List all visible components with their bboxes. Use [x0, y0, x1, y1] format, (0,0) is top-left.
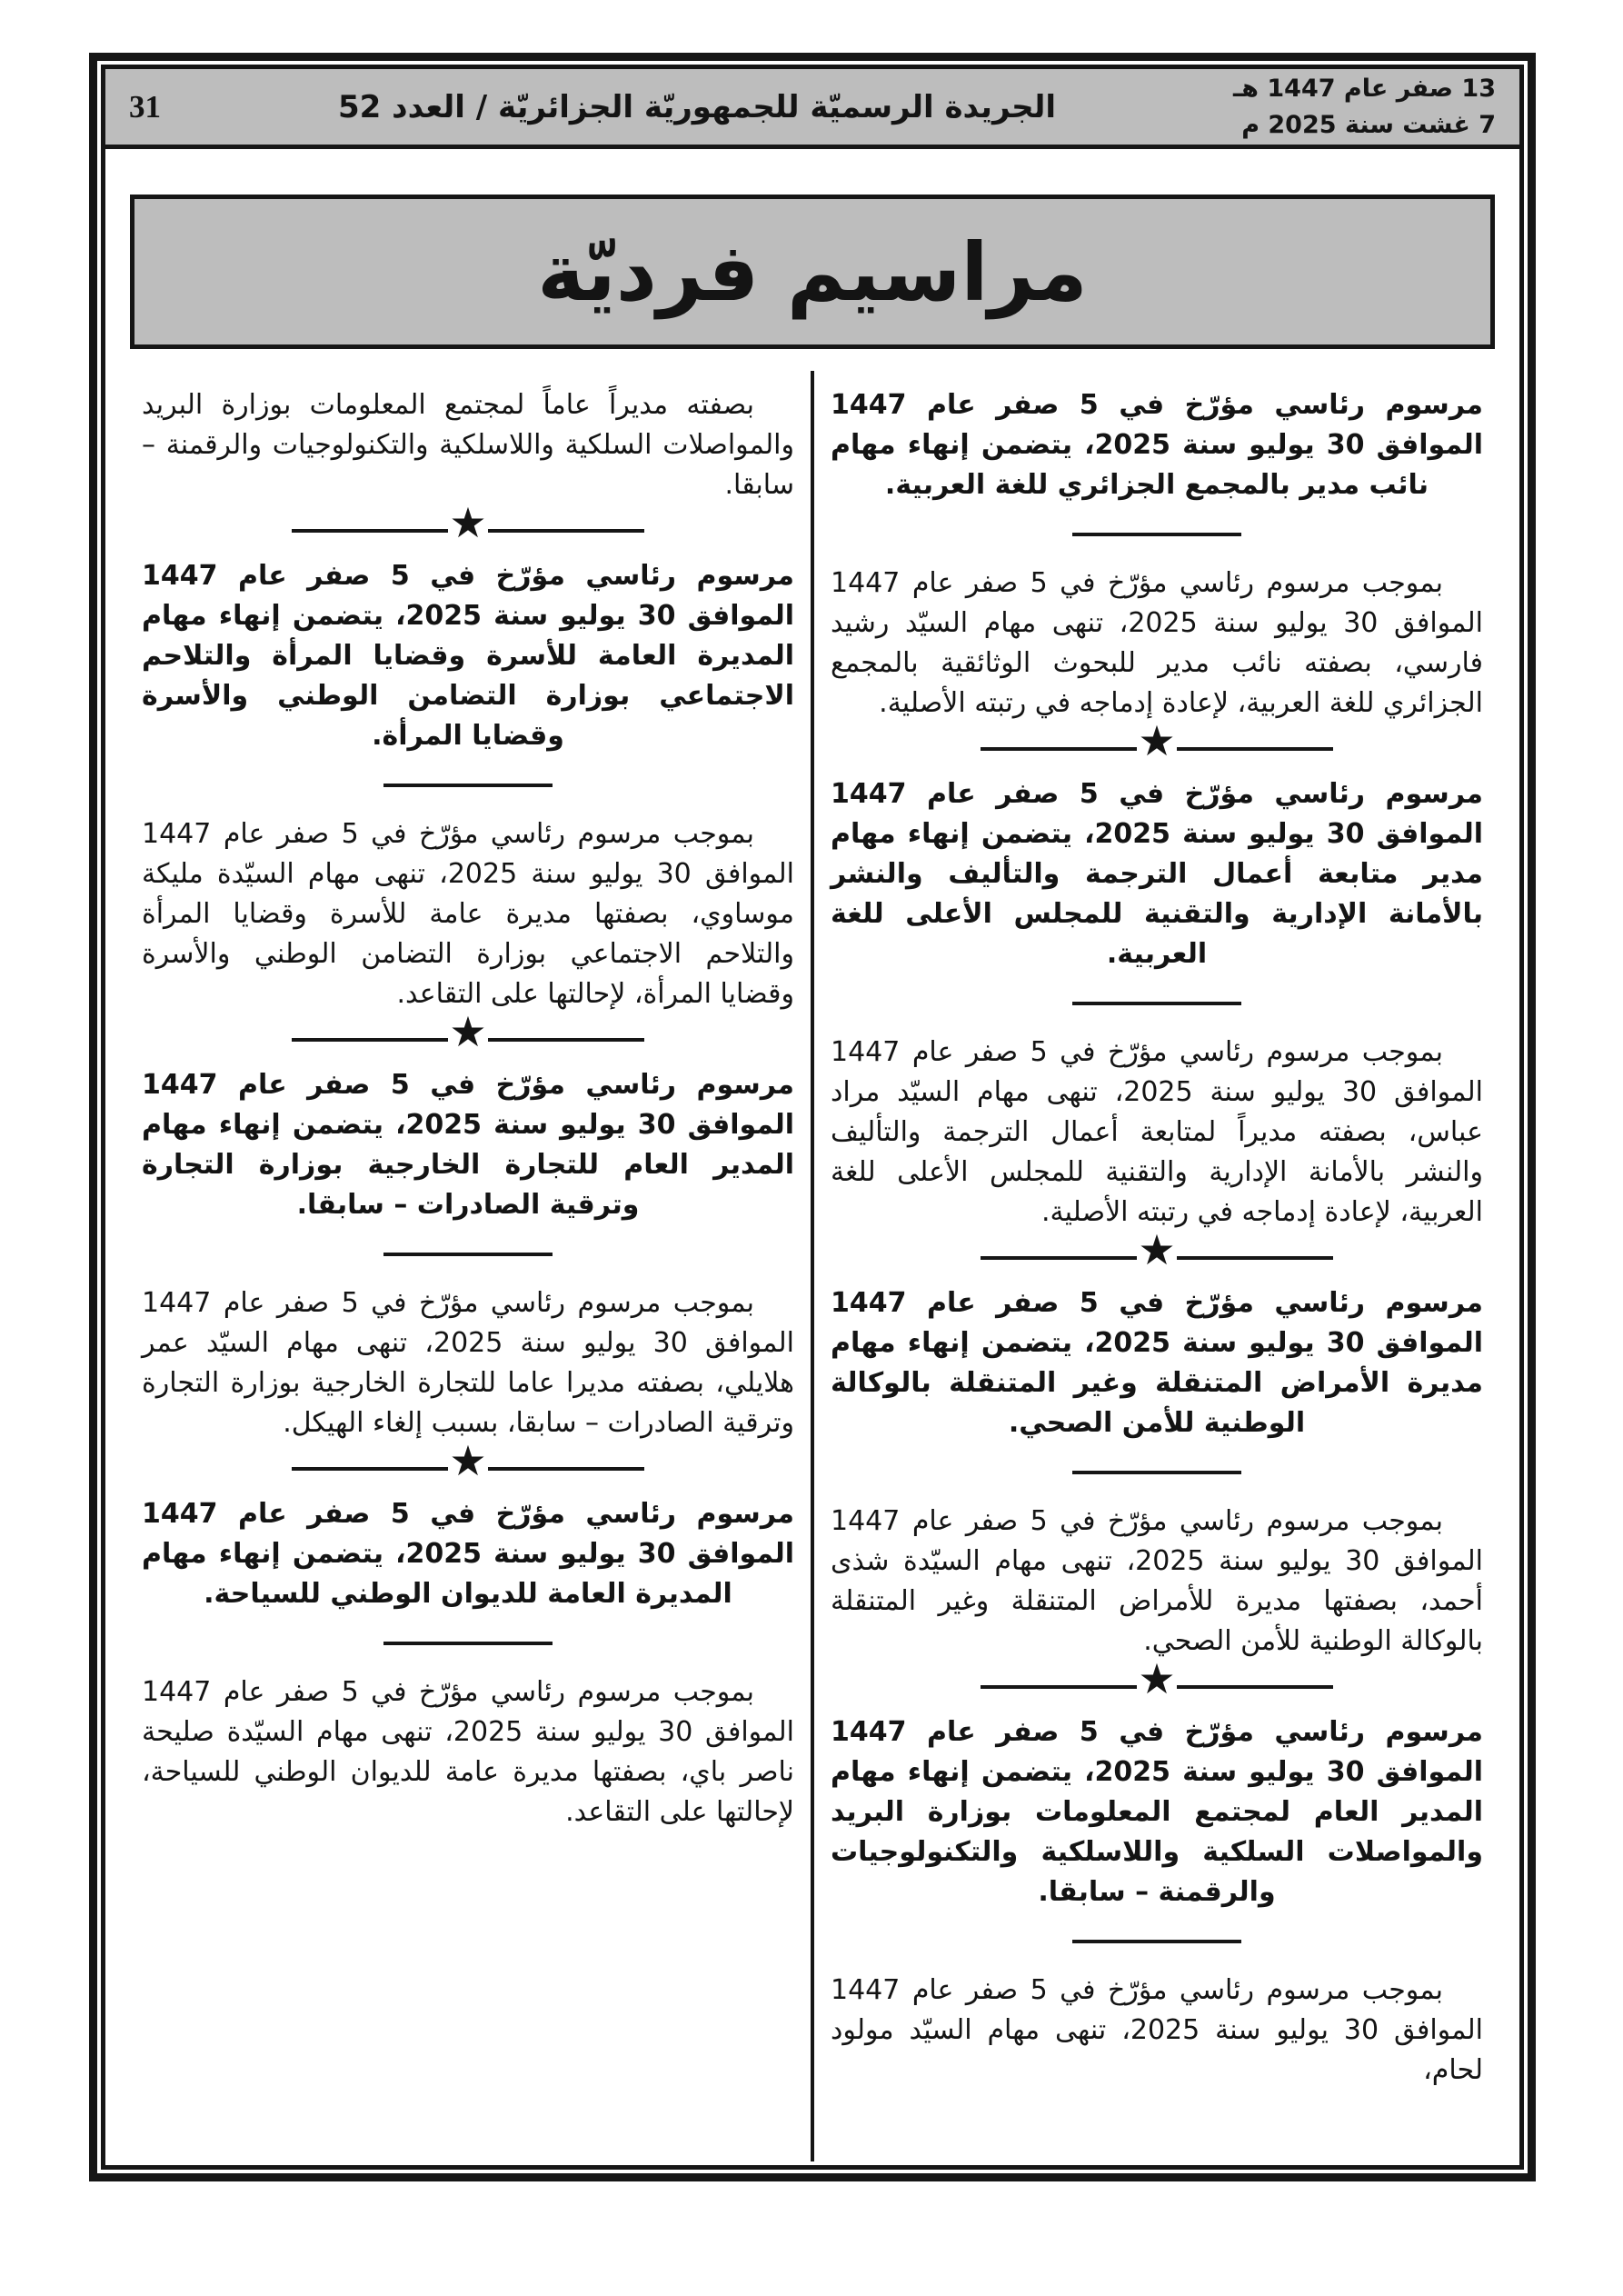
decree-heading: مرسوم رئاسي مؤرّخ في 5 صفر عام 1447 الموافق 30 يوليو سنة 2025، يتضمن إنهاء مهام المديرة العامة للأسرة وقضايا المرأة والتلاحم الاجتماعي بوزارة التضامن الوطني والأسرة وقضايا المرأة. — [142, 560, 795, 752]
decree-paragraph: بموجب مرسوم رئاسي مؤرّخ في 5 صفر عام 1447 الموافق 30 يوليو سنة 2025، تنهى مهام السيّد مولود لحام، — [831, 1974, 1483, 2086]
separator-line-segment — [1177, 1256, 1333, 1260]
journal-title: الجريدة الرسميّة للجمهوريّة الجزائريّة / العدد 52 — [338, 88, 1057, 125]
separator-line-segment — [981, 1685, 1137, 1689]
decree-heading: مرسوم رئاسي مؤرّخ في 5 صفر عام 1447 الموافق 30 يوليو سنة 2025، يتضمن إنهاء مهام المدير العام لمجتمع المعلومات بوزارة البريد والمواصلات السلكية واللاسلكية والتكنولوجيات والرقمنة – سابقا. — [831, 1716, 1484, 1908]
gregorian-date: 7 غشت سنة 2025 م — [1241, 110, 1496, 139]
separator-star: ★ — [981, 747, 1333, 751]
hijri-date: 13 صفر عام 1447 هـ — [1233, 75, 1496, 104]
decree-paragraph: بموجب مرسوم رئاسي مؤرّخ في 5 صفر عام 1447 الموافق 30 يوليو سنة 2025، تنهى مهام السيّد مراد عباس، بصفته مديراً لمتابعة أعمال الترجمة والتأليف والنشر بالأمانة الإدارية والتقنية للمجلس الأعلى للغة العربية، لإعادة إدماجه في رتبته الأصلية. — [831, 1036, 1483, 1228]
separator-line — [383, 1642, 553, 1645]
separator-line — [1072, 1471, 1241, 1474]
separator-line-segment — [981, 1256, 1137, 1260]
section-banner — [130, 195, 1495, 349]
separator-star: ★ — [292, 1467, 644, 1471]
column-divider — [811, 371, 814, 2161]
masthead — [105, 69, 1519, 149]
decree-paragraph: بموجب مرسوم رئاسي مؤرّخ في 5 صفر عام 1447 الموافق 30 يوليو سنة 2025، تنهى مهام السيّد رشيد فارسي، بصفته نائب مدير للبحوث الوثائقية بالمجمع الجزائري للغة العربية، لإعادة إدماجه في رتبته الأصلية. — [831, 567, 1483, 719]
separator-star: ★ — [292, 1038, 644, 1042]
separator-line-segment — [488, 1467, 644, 1471]
decree-paragraph: بموجب مرسوم رئاسي مؤرّخ في 5 صفر عام 1447 الموافق 30 يوليو سنة 2025، تنهى مهام السيّدة صليحة ناصر باي، بصفتها مديرة عامة للديوان الوطني للسياحة، لإحالتها على التقاعد. — [142, 1676, 794, 1828]
separator-line-segment — [1177, 1685, 1333, 1689]
decree-paragraph: بموجب مرسوم رئاسي مؤرّخ في 5 صفر عام 1447 الموافق 30 يوليو سنة 2025، تنهى مهام السيّد عمر هلايلي، بصفته مديرا عاما للتجارة الخارجية بوزارة التجارة وترقية الصادرات – سابقا، بسبب إلغاء الهيكل. — [142, 1287, 794, 1439]
separator-line — [383, 1253, 553, 1256]
separator-star: ★ — [981, 1685, 1333, 1689]
separator-line-segment — [292, 529, 448, 533]
separator-line — [1072, 533, 1241, 536]
separator-star: ★ — [292, 529, 644, 533]
decree-heading: مرسوم رئاسي مؤرّخ في 5 صفر عام 1447 الموافق 30 يوليو سنة 2025، يتضمن إنهاء مهام نائب مدير بالمجمع الجزائري للغة العربية. — [831, 389, 1484, 501]
decree-heading: مرسوم رئاسي مؤرّخ في 5 صفر عام 1447 الموافق 30 يوليو سنة 2025، يتضمن إنهاء مهام المدير العام للتجارة الخارجية بوزارة التجارة وترقية الصادرات – سابقا. — [142, 1069, 795, 1221]
page-number: 31 — [129, 88, 161, 125]
separator-line-segment — [292, 1467, 448, 1471]
separator-star: ★ — [981, 1256, 1333, 1260]
masthead-dates — [1233, 71, 1496, 142]
decree-paragraph: بصفته مديراً عاماً لمجتمع المعلومات بوزارة البريد والمواصلات السلكية واللاسلكية والتكنولوجيات والرقمنة – سابقا. — [142, 389, 794, 501]
separator-line-segment — [981, 747, 1137, 751]
decree-heading: مرسوم رئاسي مؤرّخ في 5 صفر عام 1447 الموافق 30 يوليو سنة 2025، يتضمن إنهاء مهام مديرة الأمراض المتنقلة وغير المتنقلة بالوكالة الوطنية للأمن الصحي. — [831, 1287, 1484, 1439]
decree-paragraph: بموجب مرسوم رئاسي مؤرّخ في 5 صفر عام 1447 الموافق 30 يوليو سنة 2025، تنهى مهام السيّدة مليكة موساوي، بصفتها مديرة عامة للأسرة وقضايا المرأة والتلاحم الاجتماعي بوزارة التضامن الوطني والأسرة وقضايا المرأة، لإحالتها على التقاعد. — [142, 818, 794, 1010]
separator-line-segment — [488, 529, 644, 533]
decree-heading: مرسوم رئاسي مؤرّخ في 5 صفر عام 1447 الموافق 30 يوليو سنة 2025، يتضمن إنهاء مهام مدير متابعة أعمال الترجمة والتأليف والنشر بالأمانة الإدارية والتقنية للمجلس الأعلى للغة العربية. — [831, 778, 1484, 970]
separator-line-segment — [488, 1038, 644, 1042]
page-border-outer — [89, 53, 1536, 2181]
decree-heading: مرسوم رئاسي مؤرّخ في 5 صفر عام 1447 الموافق 30 يوليو سنة 2025، يتضمن إنهاء مهام المديرة العامة للديوان الوطني للسياحة. — [142, 1498, 795, 1610]
column-left — [125, 371, 811, 2165]
separator-line-segment — [1177, 747, 1333, 751]
section-banner-title: مراسيم فرديّة — [537, 225, 1088, 319]
separator-line — [1072, 1940, 1241, 1943]
page-border-inner — [101, 65, 1524, 2170]
separator-line-segment — [292, 1038, 448, 1042]
separator-line — [383, 784, 553, 787]
content-columns — [105, 371, 1519, 2165]
separator-line — [1072, 1002, 1241, 1005]
column-right — [814, 371, 1499, 2165]
decree-paragraph: بموجب مرسوم رئاسي مؤرّخ في 5 صفر عام 1447 الموافق 30 يوليو سنة 2025، تنهى مهام السيّدة شذى أحمد، بصفتها مديرة للأمراض المتنقلة وغير المتنقلة بالوكالة الوطنية للأمن الصحي. — [831, 1505, 1484, 1657]
